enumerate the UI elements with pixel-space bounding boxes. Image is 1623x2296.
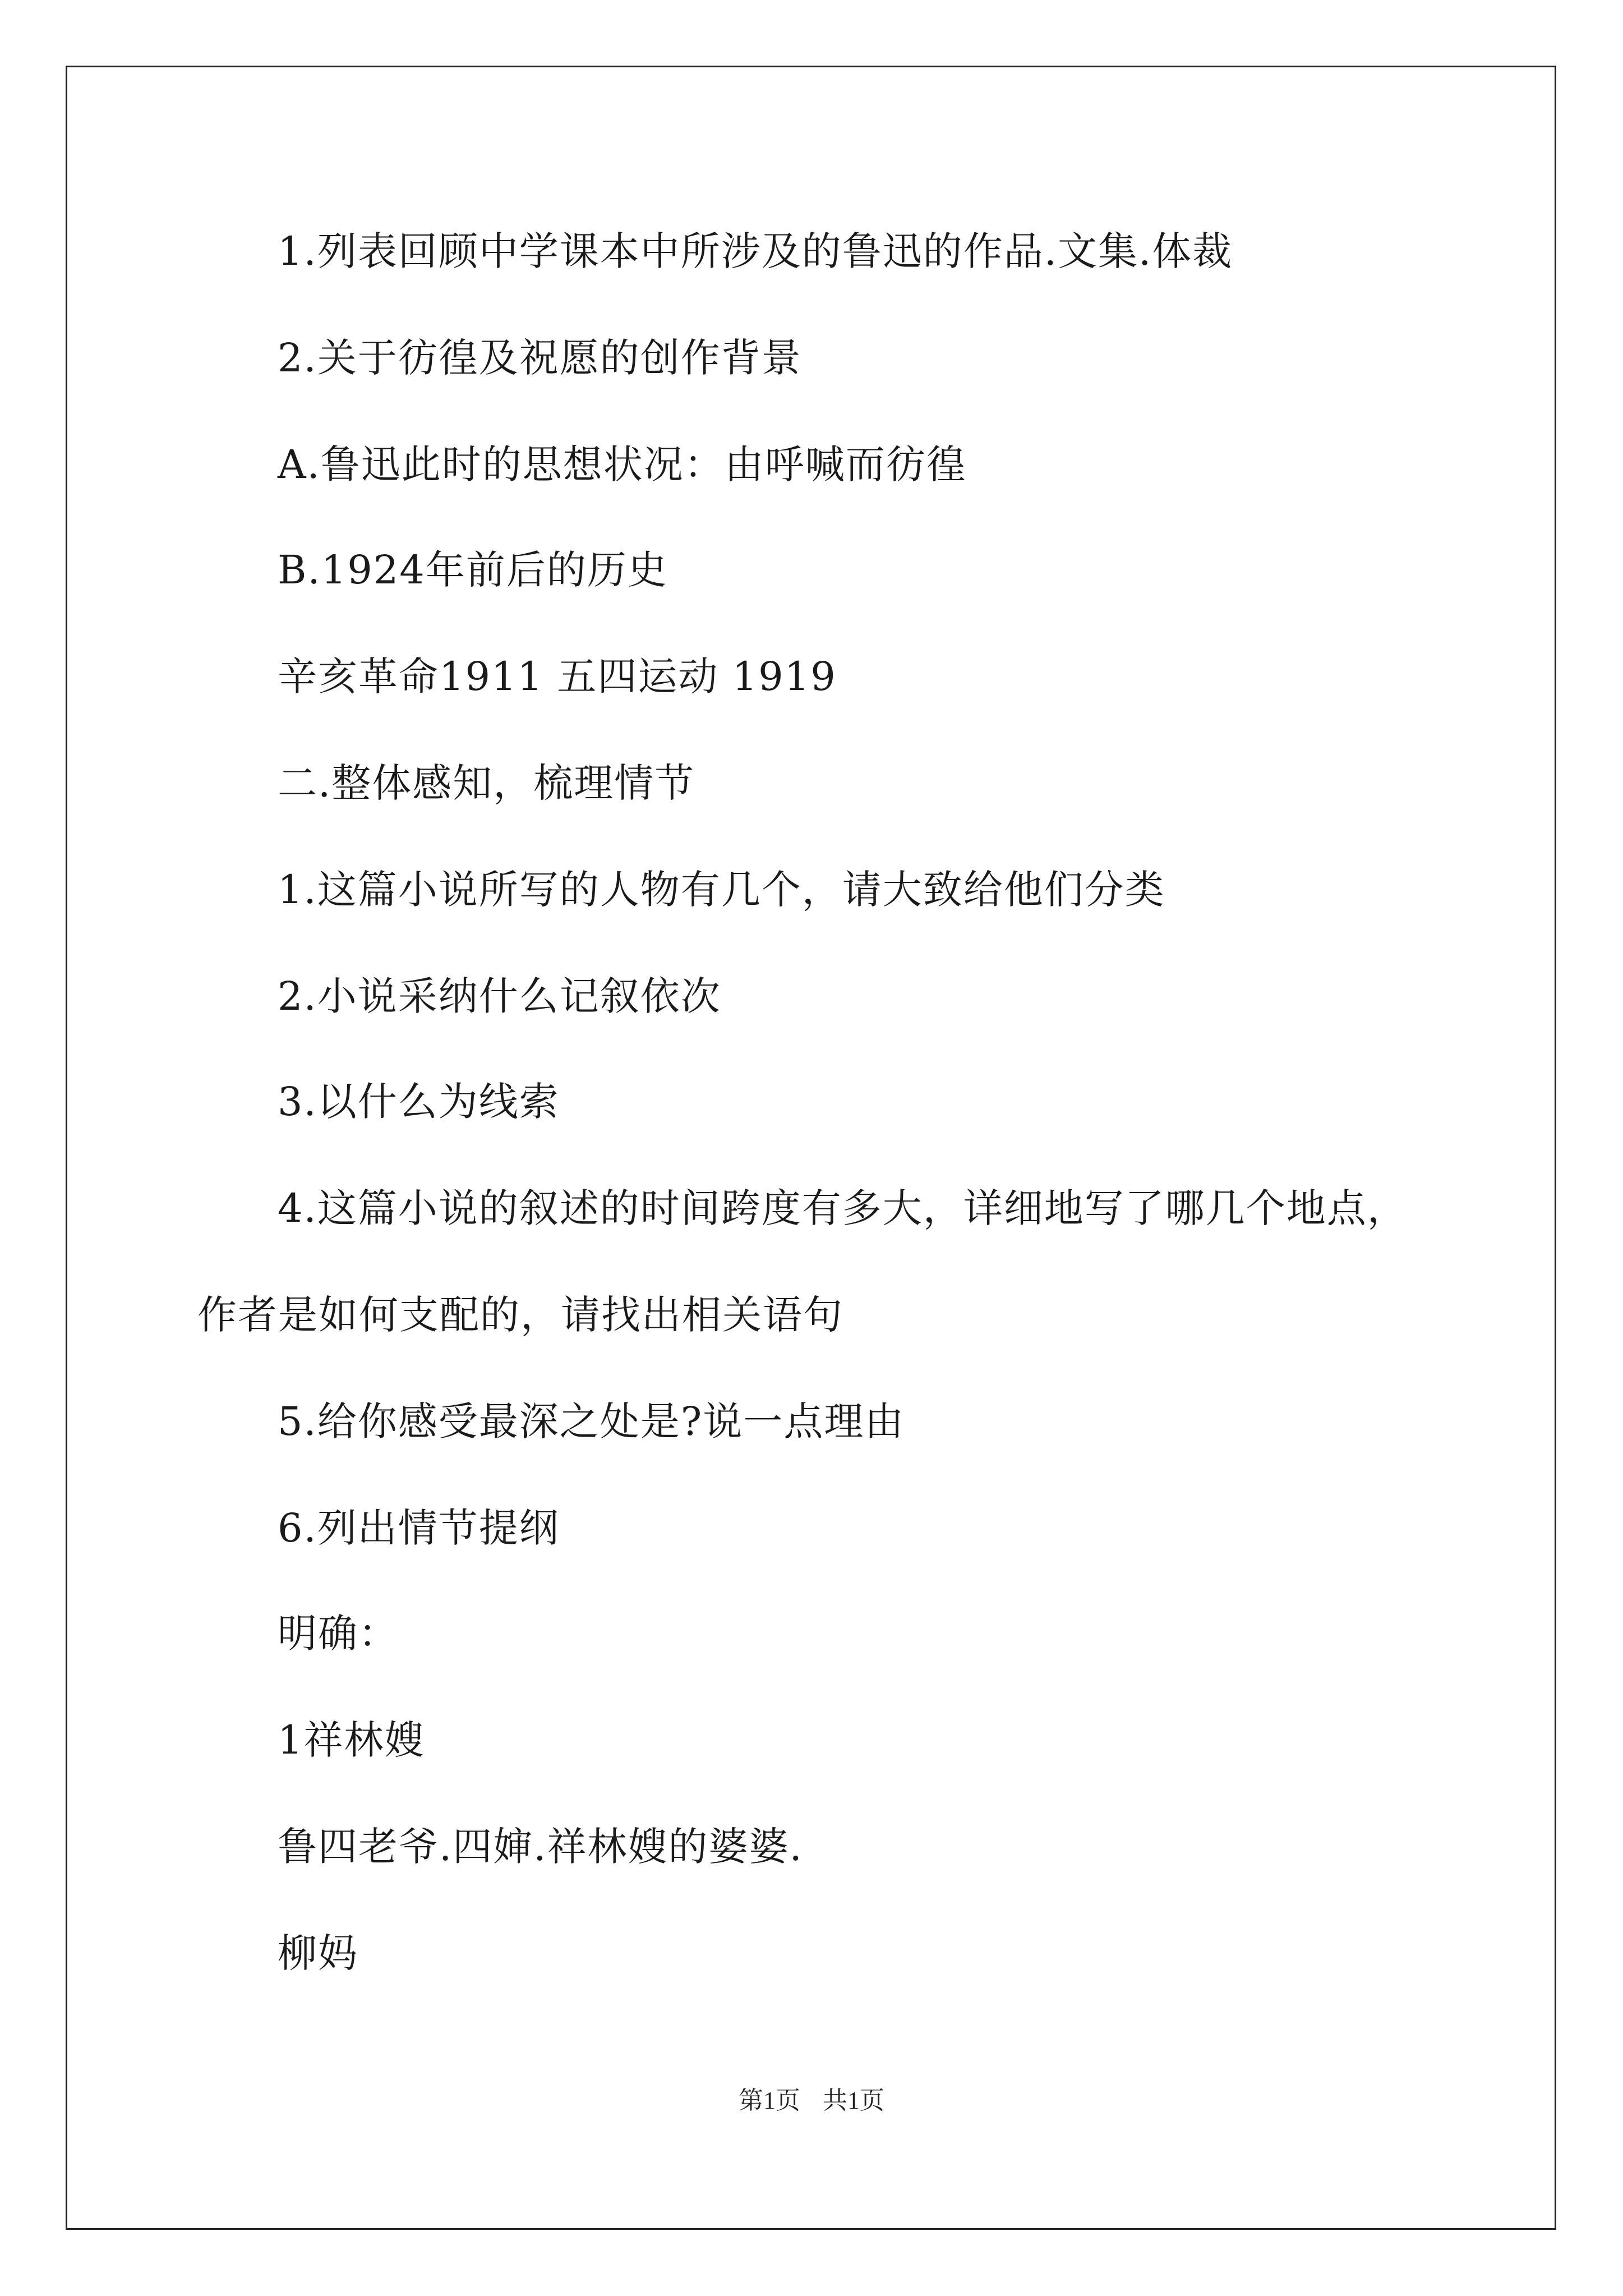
text-line: 1.这篇小说所写的人物有几个，请大致给他们分类 xyxy=(278,867,1165,913)
text-line: 明确： xyxy=(278,1611,399,1657)
text-line: 2.小说采纳什么记叙依次 xyxy=(278,973,721,1019)
page-border xyxy=(66,66,1556,2230)
page-footer xyxy=(0,2084,1623,2118)
text-line: 1.列表回顾中学课本中所涉及的鲁迅的作品.文集.体裁 xyxy=(278,228,1233,274)
text-line: B.1924年前后的历史 xyxy=(278,547,668,593)
text-line: 2.关于彷徨及祝愿的创作背景 xyxy=(278,335,802,381)
text-line: 鲁四老爷.四婶.祥林嫂的婆婆. xyxy=(278,1824,803,1870)
text-line: 1祥林嫂 xyxy=(278,1717,425,1763)
page-number: 第1页 xyxy=(739,2087,800,2114)
text-line: 作者是如何支配的，请找出相关语句 xyxy=(197,1292,843,1338)
page-total: 共1页 xyxy=(823,2087,884,2114)
section-heading: 二.整体感知，梳理情节 xyxy=(278,760,695,806)
text-line: 柳妈 xyxy=(278,1930,358,1976)
text-line: 6.列出情节提纲 xyxy=(278,1505,560,1551)
text-line: 3.以什么为线索 xyxy=(278,1079,560,1125)
text-line: 5.给你感受最深之处是?说一点理由 xyxy=(278,1398,905,1444)
text-line: 辛亥革命1911 五四运动 1919 xyxy=(278,654,837,700)
text-line: 4.这篇小说的叙述的时间跨度有多大，详细地写了哪几个地点， xyxy=(278,1185,1408,1231)
text-line: A.鲁迅此时的思想状况：由呼喊而彷徨 xyxy=(278,441,967,487)
